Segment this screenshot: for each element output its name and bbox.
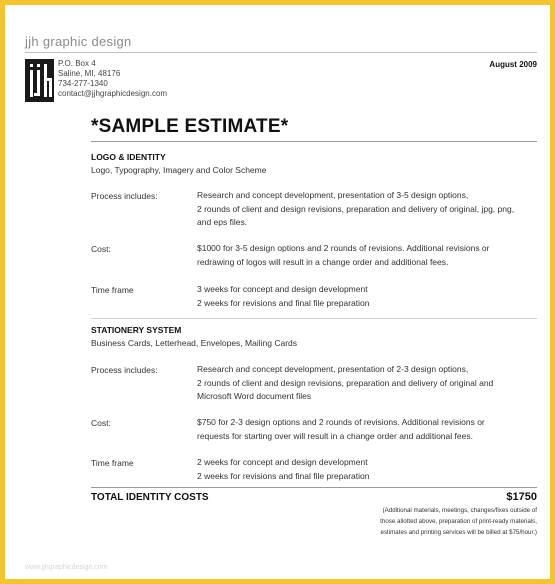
row-label-time-frame: Time frame — [91, 285, 134, 295]
header-divider — [25, 52, 537, 53]
text-line: 2 weeks for revisions and final file preparation — [197, 470, 370, 481]
row-text-process — [197, 363, 493, 404]
note-line: (Additional materials, meetings, changes/fixes outside of — [382, 507, 537, 514]
text-line: 2 weeks for concept and design development — [197, 457, 368, 467]
estimate-sheet — [5, 5, 550, 579]
note-line: those allotted above, preparation of print-ready materials, — [380, 518, 537, 525]
footer-website: www.jjhgraphicdesign.com — [25, 564, 108, 571]
row-label-cost: Cost: — [91, 244, 111, 254]
contact-block — [58, 59, 167, 99]
text-line: 2 rounds of client and design revisions, preparation and delivery of original, jpg, png, — [197, 203, 515, 214]
title-divider — [91, 141, 537, 142]
section-divider — [91, 318, 537, 319]
address-line: Saline, MI, 48176 — [58, 69, 121, 78]
row-text-cost — [197, 242, 490, 269]
row-text-cost — [197, 416, 485, 443]
total-divider — [91, 487, 537, 488]
page-title: *SAMPLE ESTIMATE* — [91, 116, 289, 137]
row-text-time-frame — [197, 283, 369, 310]
row-label-process: Process includes: — [91, 191, 158, 201]
address-line: P.O. Box 4 — [58, 59, 96, 68]
text-line: requests for starting over will result in a change order and additional fees. — [197, 430, 473, 441]
note-line: estimates and printing services will be billed at $75/hour.) — [380, 529, 537, 536]
row-text-process — [197, 189, 514, 230]
text-line: Research and concept development, presentation of 2-3 design options, — [197, 364, 469, 374]
logo-mark-icon — [25, 59, 54, 102]
total-note — [380, 505, 537, 538]
row-label-time-frame: Time frame — [91, 458, 134, 468]
phone-number: 734-277-1340 — [58, 79, 108, 88]
contact-email: contact@jjhgraphicdesign.com — [58, 89, 168, 98]
section-heading-logo-identity: LOGO & IDENTITY — [91, 152, 166, 162]
text-line: $750 for 2-3 design options and 2 rounds of revisions. Additional revisions or — [197, 417, 485, 427]
estimate-date: August 2009 — [489, 60, 537, 69]
total-amount: $1750 — [506, 491, 537, 503]
row-label-cost: Cost: — [91, 418, 111, 428]
text-line: Research and concept development, presentation of 3-5 design options, — [197, 190, 469, 200]
brand-name: jjh graphic design — [25, 34, 132, 49]
text-line: $1000 for 3-5 design options and 2 rounds of revisions. Additional revisions or — [197, 243, 490, 253]
row-text-time-frame — [197, 456, 369, 483]
section-heading-stationery: STATIONERY SYSTEM — [91, 325, 182, 335]
text-line: 2 weeks for revisions and final file preparation — [197, 297, 370, 308]
section-subheading: Logo, Typography, Imagery and Color Scheme — [91, 165, 267, 175]
text-line: and eps files. — [197, 217, 248, 227]
total-label: TOTAL IDENTITY COSTS — [91, 492, 209, 503]
text-line: 3 weeks for concept and design development — [197, 284, 368, 294]
text-line: Microsoft Word document files — [197, 391, 312, 401]
text-line: 2 rounds of client and design revisions, preparation and delivery of original and — [197, 377, 494, 388]
row-label-process: Process includes: — [91, 365, 158, 375]
company-logo — [25, 59, 54, 102]
text-line: redrawing of logos will result in a change order and additional fees. — [197, 256, 449, 267]
section-subheading: Business Cards, Letterhead, Envelopes, Mailing Cards — [91, 338, 297, 348]
